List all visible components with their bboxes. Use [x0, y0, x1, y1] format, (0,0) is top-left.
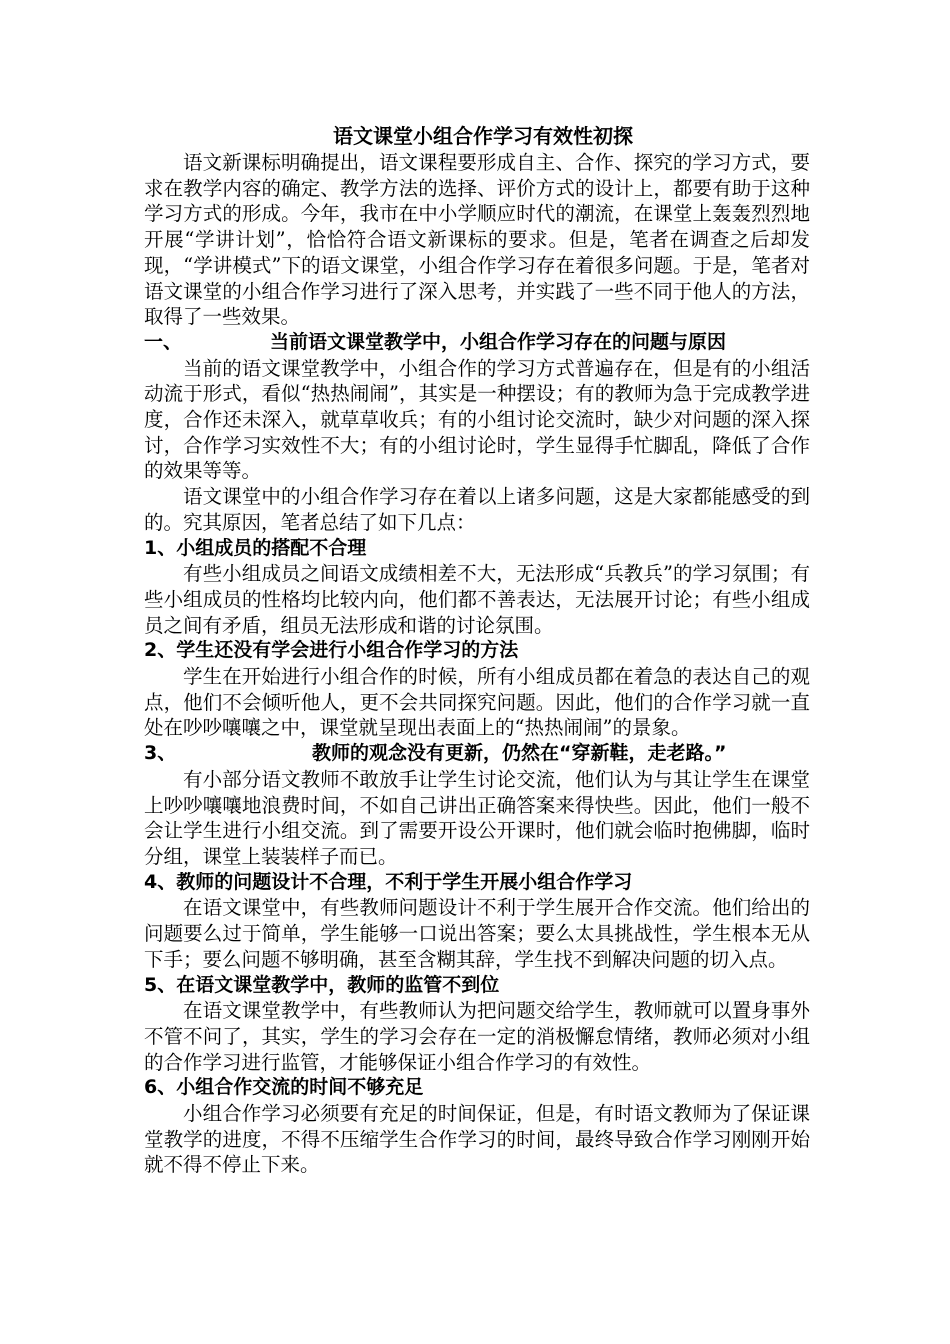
document-title: 语文课堂小组合作学习有效性初探 [333, 124, 633, 148]
point-heading-text: 学生还没有学会进行小组合作学习的方法 [176, 639, 519, 662]
point-heading [144, 870, 810, 896]
point-number: 5、 [144, 973, 177, 996]
point-number: 4、 [144, 870, 177, 893]
point-heading [144, 1075, 810, 1101]
point-heading [144, 638, 810, 664]
point-heading [144, 741, 810, 767]
point-body: 有些小组成员之间语文成绩相差不大，无法形成“兵教兵”的学习氛围；有些小组成员的性格均比较内向，他们都不善表达，无法展开讨论；有些小组成员之间有矛盾，组员无法形成和谐的讨论氛围。 [144, 562, 810, 637]
point-heading-text: 教师的问题设计不合理，不利于学生开展小组合作学习 [176, 870, 633, 893]
point-number: 2、 [144, 639, 177, 662]
point-heading [144, 973, 810, 999]
point-body: 学生在开始进行小组合作的时候，所有小组成员都在着急的表达自己的观点，他们不会倾听他人，更不会共同探究问题。因此，他们的合作学习就一直处在吵吵嚷嚷之中，课堂就呈现出表面上的“热热闹闹”的景象。 [144, 665, 810, 740]
point-body: 在语文课堂教学中，有些教师认为把问题交给学生，教师就可以置身事外不管不问了，其实，学生的学习会存在一定的消极懈怠情绪，教师必须对小组的合作学习进行监管，才能够保证小组合作学习的有效性。 [144, 999, 810, 1074]
point-heading-text: 在语文课堂教学中，教师的监管不到位 [176, 973, 500, 996]
point-heading [144, 536, 810, 562]
point-number: 6、 [144, 1076, 177, 1099]
point-heading-text: 小组合作交流的时间不够充足 [176, 1076, 424, 1099]
point-body: 小组合作学习必须要有充足的时间保证，但是，有时语文教师为了保证课堂教学的进度，不得不压缩学生合作学习的时间，最终导致合作学习刚刚开始就不得不停止下来。 [144, 1102, 810, 1177]
section-heading [144, 330, 810, 356]
section-paragraph: 当前的语文课堂教学中，小组合作的学习方式普遍存在，但是有的小组活动流于形式，看似“热热闹闹”，其实是一种摆设；有的教师为急于完成教学进度，合作还未深入，就草草收兵；有的小组讨论交流时，缺少对问题的深入探讨，合作学习实效性不大；有的小组讨论时，学生显得手忙脚乱，降低了合作的效果等等。 [144, 356, 810, 483]
document-page [144, 122, 810, 1178]
point-body: 在语文课堂中，有些教师问题设计不利于学生展开合作交流。他们给出的问题要么过于简单，学生能够一口说出答案；要么太具挑战性，学生根本无从下手；要么问题不够明确，甚至含糊其辞，学生找不到解决问题的切入点。 [144, 896, 810, 971]
point-body: 有小部分语文教师不敢放手让学生讨论交流，他们认为与其让学生在课堂上吵吵嚷嚷地浪费时间，不如自己讲出正确答案来得快些。因此，他们一般不会让学生进行小组交流。到了需要开设公开课时，他们就会临时抱佛脚，临时分组，课堂上装装样子而已。 [144, 767, 810, 868]
point-number: 3、 [144, 742, 177, 765]
intro-paragraph: 语文新课标明确提出，语文课程要形成自主、合作、探究的学习方式，要求在教学内容的确定、教学方法的选择、评价方式的设计上，都要有助于这种学习方式的形成。今年，我市在中小学顺应时代的潮流，在课堂上轰轰烈烈地开展“学讲计划”，恰恰符合语文新课标的要求。但是，笔者在调查之后却发现，“学讲模式”下的语文课堂，小组合作学习存在着很多问题。于是，笔者对语文课堂的小组合作学习进行了深入思考，并实践了一些不同于他人的方法，取得了一些效果。 [144, 151, 810, 329]
point-heading-text: 小组成员的搭配不合理 [176, 536, 367, 559]
point-heading-text: 教师的观念没有更新，仍然在“穿新鞋，走老路。” [312, 742, 727, 765]
point-number: 1、 [144, 536, 177, 559]
section-paragraph: 语文课堂中的小组合作学习存在着以上诸多问题，这是大家都能感受的到的。究其原因，笔者总结了如下几点： [144, 485, 810, 534]
section-number: 一、 [144, 330, 183, 353]
section-heading-text: 当前语文课堂教学中，小组合作学习存在的问题与原因 [270, 330, 727, 353]
